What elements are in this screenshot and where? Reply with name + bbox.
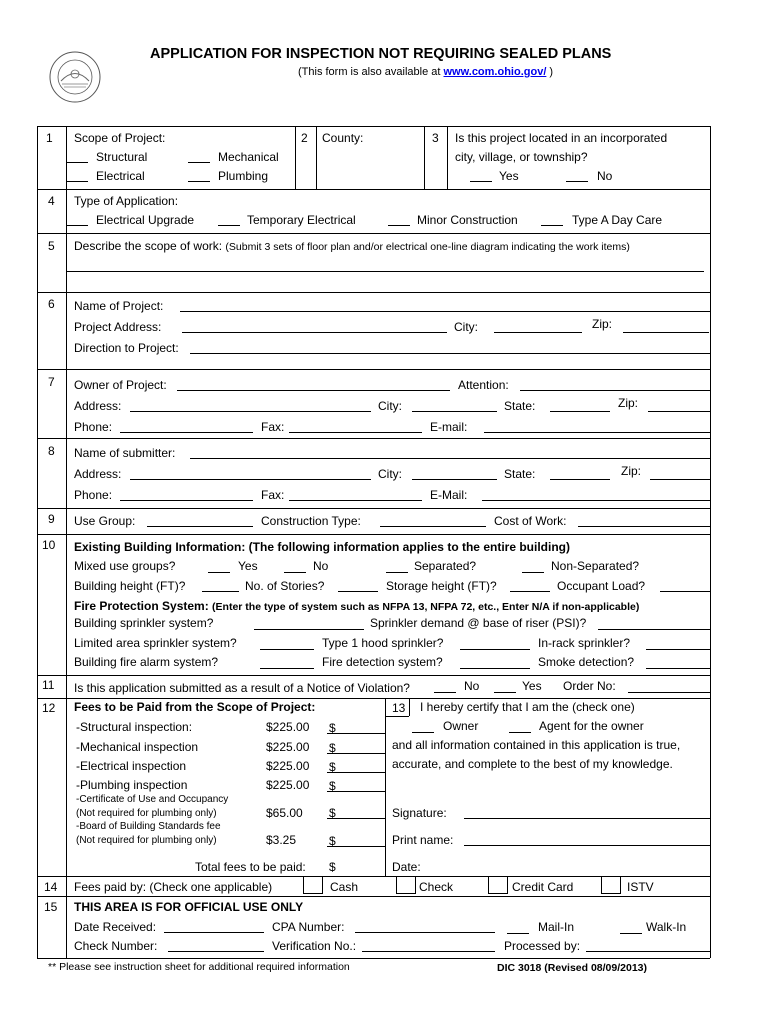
cash-label: Cash <box>330 880 359 894</box>
incorporated-yes-label: Yes <box>499 169 519 183</box>
stories-input[interactable] <box>338 591 378 592</box>
cash-checkbox[interactable] <box>303 876 323 894</box>
processed-by-label: Processed by: <box>504 939 581 953</box>
hood-sprinkler-label: Type 1 hood sprinkler? <box>322 636 444 650</box>
fee-electrical-amount: $225.00 <box>266 759 310 773</box>
section-number-7: 7 <box>48 375 55 389</box>
certify-owner-checkline[interactable] <box>412 732 434 733</box>
fee-structural-amount: $225.00 <box>266 720 310 734</box>
fee-electrical-label: -Electrical inspection <box>76 759 187 773</box>
fee-board-input[interactable] <box>327 846 385 847</box>
violation-yes-checkline[interactable] <box>494 692 516 693</box>
building-height-input[interactable] <box>202 591 239 592</box>
mixed-no-label: No <box>313 559 329 573</box>
fee-plumbing-label: -Plumbing inspection <box>76 778 188 792</box>
certify-agent-label: Agent for the owner <box>539 719 644 733</box>
occupant-load-input[interactable] <box>660 591 710 592</box>
use-group-input[interactable] <box>147 526 253 527</box>
fee-structural-input[interactable] <box>327 733 385 734</box>
mechanical-checkline[interactable] <box>188 150 210 163</box>
submitter-address-label: Address: <box>74 467 122 481</box>
order-no-input[interactable] <box>628 692 710 693</box>
owner-state-label: State: <box>504 399 536 413</box>
mail-in-label: Mail-In <box>538 920 575 934</box>
fee-board-amount: $3.25 <box>266 833 297 847</box>
fee-board-dollar: $ <box>329 834 336 848</box>
fee-certificate-label-1: -Certificate of Use and Occupancy <box>76 794 229 805</box>
direction-input[interactable] <box>190 353 710 354</box>
owner-address-label: Address: <box>74 399 122 413</box>
incorporated-question-1: Is this project located in an incorporated <box>455 131 668 145</box>
istv-label: ISTV <box>627 880 654 894</box>
fee-mechanical-input[interactable] <box>327 753 385 754</box>
occupant-load-label: Occupant Load? <box>557 579 646 593</box>
submitter-fax-label: Fax: <box>261 488 285 502</box>
smoke-detection-label: Smoke detection? <box>538 655 635 669</box>
project-name-input[interactable] <box>180 311 710 312</box>
type-of-application-label: Type of Application: <box>74 194 179 208</box>
mixed-yes-label: Yes <box>238 559 258 573</box>
project-city-label: City: <box>454 320 478 334</box>
fee-electrical-dollar: $ <box>329 760 336 774</box>
hood-sprinkler-input[interactable] <box>460 649 530 650</box>
submitter-name-input[interactable] <box>190 458 710 459</box>
mixed-use-label: Mixed use groups? <box>74 559 176 573</box>
electrical-label: Electrical <box>96 169 145 183</box>
electrical-checkline[interactable] <box>66 169 88 182</box>
section-number-11: 11 <box>42 678 55 692</box>
ohio-seal-logo <box>48 50 102 104</box>
submitter-state-input[interactable] <box>550 479 610 480</box>
section-number-8: 8 <box>48 444 55 458</box>
sprinkler-system-label: Building sprinkler system? <box>74 616 214 630</box>
scope-of-project-label: Scope of Project: <box>74 131 166 145</box>
section-number-12: 12 <box>42 701 56 715</box>
fee-certificate-dollar: $ <box>329 806 336 820</box>
check-checkbox[interactable] <box>396 876 416 894</box>
section-number-10: 10 <box>42 538 56 552</box>
fee-plumbing-input[interactable] <box>327 791 385 792</box>
day-care-label: Type A Day Care <box>572 213 663 227</box>
plumbing-checkline[interactable] <box>188 169 210 182</box>
fee-plumbing-amount: $225.00 <box>266 778 310 792</box>
print-name-label: Print name: <box>392 833 454 847</box>
credit-card-label: Credit Card <box>512 880 574 894</box>
section-number-1: 1 <box>46 131 53 145</box>
owner-address-input[interactable] <box>130 411 371 412</box>
direction-label: Direction to Project: <box>74 341 179 355</box>
verification-input[interactable] <box>362 951 495 952</box>
submitter-city-input[interactable] <box>412 479 497 480</box>
mixed-no-checkline[interactable] <box>284 572 306 573</box>
violation-no-checkline[interactable] <box>434 692 456 693</box>
submitter-email-input[interactable] <box>482 500 710 501</box>
fee-mechanical-dollar: $ <box>329 741 336 755</box>
attention-label: Attention: <box>458 378 509 392</box>
section-number-6: 6 <box>48 297 55 311</box>
temporary-electrical-checkline[interactable] <box>218 213 240 226</box>
building-height-label: Building height (FT)? <box>74 579 186 593</box>
fee-structural-dollar: $ <box>329 721 336 735</box>
section-number-14: 14 <box>44 880 58 894</box>
project-address-input[interactable] <box>182 332 447 333</box>
mechanical-label: Mechanical <box>218 150 279 164</box>
stories-label: No. of Stories? <box>245 579 325 593</box>
fee-mechanical-amount: $225.00 <box>266 740 310 754</box>
walk-in-label: Walk-In <box>646 920 687 934</box>
certify-agent-checkline[interactable] <box>509 732 531 733</box>
non-separated-label: Non-Separated? <box>551 559 640 573</box>
fee-certificate-amount: $65.00 <box>266 806 303 820</box>
fire-detection-input[interactable] <box>460 668 530 669</box>
fees-heading: Fees to be Paid from the Scope of Project: <box>74 700 316 714</box>
fee-electrical-input[interactable] <box>327 772 385 773</box>
cost-of-work-label: Cost of Work: <box>494 514 567 528</box>
fees-paid-by-label: Fees paid by: (Check one applicable) <box>74 880 273 894</box>
certify-text-2: accurate, and complete to the best of my knowledge. <box>392 757 673 771</box>
project-address-label: Project Address: <box>74 320 162 334</box>
website-link[interactable]: www.com.ohio.gov/ <box>443 66 547 78</box>
inrack-sprinkler-input[interactable] <box>646 649 710 650</box>
sprinkler-demand-label: Sprinkler demand @ base of riser (PSI)? <box>370 616 587 630</box>
scope-of-work-input[interactable] <box>66 271 704 272</box>
project-zip-input[interactable] <box>623 332 709 333</box>
signature-input[interactable] <box>464 818 710 819</box>
violation-no-label: No <box>464 679 480 693</box>
owner-city-input[interactable] <box>412 411 497 412</box>
use-group-label: Use Group: <box>74 514 136 528</box>
mail-in-checkline[interactable] <box>507 933 529 934</box>
smoke-detection-input[interactable] <box>646 668 710 669</box>
date-received-input[interactable] <box>164 932 264 933</box>
cost-of-work-input[interactable] <box>578 526 710 527</box>
project-zip-label: Zip: <box>592 317 613 331</box>
certify-label: I hereby certify that I am the (check one) <box>420 700 635 714</box>
submitter-state-label: State: <box>504 467 536 481</box>
owner-city-label: City: <box>378 399 402 413</box>
verification-label: Verification No.: <box>272 939 357 953</box>
cpa-number-label: CPA Number: <box>272 920 345 934</box>
page-subtitle: (This form is also available at www.com.ohio.gov/ ) <box>298 66 554 78</box>
fee-certificate-label-2: (Not required for plumbing only) <box>76 808 217 819</box>
owner-input[interactable] <box>177 390 450 391</box>
submitter-city-label: City: <box>378 467 402 481</box>
construction-type-input[interactable] <box>380 526 486 527</box>
owner-label: Owner of Project: <box>74 378 167 392</box>
fire-detection-label: Fire detection system? <box>322 655 443 669</box>
fire-alarm-input[interactable] <box>260 668 314 669</box>
fee-structural-label: -Structural inspection: <box>76 720 193 734</box>
submitter-zip-input[interactable] <box>650 479 710 480</box>
incorporated-yes-checkline[interactable] <box>470 169 492 182</box>
submitter-phone-label: Phone: <box>74 488 113 502</box>
mixed-yes-checkline[interactable] <box>208 572 230 573</box>
fee-board-label-1: -Board of Building Standards fee <box>76 821 221 832</box>
owner-phone-input[interactable] <box>120 432 253 433</box>
separated-checkline[interactable] <box>386 572 408 573</box>
submitter-email-label: E-Mail: <box>430 488 468 502</box>
submitter-address-input[interactable] <box>130 479 371 480</box>
section-number-9: 9 <box>48 512 55 526</box>
page-title: APPLICATION FOR INSPECTION NOT REQUIRING SEALED PLANS <box>150 46 612 62</box>
incorporated-question-2: city, village, or township? <box>455 150 588 164</box>
section-number-3: 3 <box>432 131 439 145</box>
fire-protection-heading: Fire Protection System: (Enter the type of system such as NFPA 13, NFPA 72, etc., Enter N/A if non-applicable) <box>74 599 640 613</box>
date-label: Date: <box>392 860 421 874</box>
construction-type-label: Construction Type: <box>261 514 361 528</box>
submitter-name-label: Name of submitter: <box>74 446 176 460</box>
fee-board-label-2: (Not required for plumbing only) <box>76 835 217 846</box>
non-separated-checkline[interactable] <box>522 572 544 573</box>
footer-note: ** Please see instruction sheet for additional required information <box>48 961 350 973</box>
fee-mechanical-label: -Mechanical inspection <box>76 740 199 754</box>
existing-building-heading: Existing Building Information: (The following information applies to the entire building) <box>74 540 570 554</box>
minor-construction-checkline[interactable] <box>388 213 410 226</box>
certify-owner-label: Owner <box>443 719 479 733</box>
storage-height-label: Storage height (FT)? <box>386 579 497 593</box>
signature-label: Signature: <box>392 806 447 820</box>
certify-text-1: and all information contained in this application is true, <box>392 738 681 752</box>
limited-sprinkler-label: Limited area sprinkler system? <box>74 636 237 650</box>
owner-phone-label: Phone: <box>74 420 113 434</box>
structural-label: Structural <box>96 150 148 164</box>
order-no-label: Order No: <box>563 679 616 693</box>
submitter-fax-input[interactable] <box>289 500 422 501</box>
credit-card-checkbox[interactable] <box>488 876 508 894</box>
istv-checkbox[interactable] <box>601 876 621 894</box>
check-number-input[interactable] <box>168 951 264 952</box>
sprinkler-system-input[interactable] <box>254 629 364 630</box>
separated-label: Separated? <box>414 559 477 573</box>
project-city-input[interactable] <box>494 332 582 333</box>
check-label: Check <box>419 880 454 894</box>
county-label: County: <box>322 131 364 145</box>
owner-zip-input[interactable] <box>648 411 710 412</box>
fee-plumbing-dollar: $ <box>329 779 336 793</box>
processed-by-input[interactable] <box>586 951 710 952</box>
submitter-phone-input[interactable] <box>120 500 253 501</box>
inrack-sprinkler-label: In-rack sprinkler? <box>538 636 631 650</box>
incorporated-no-checkline[interactable] <box>566 169 588 182</box>
owner-email-input[interactable] <box>484 432 710 433</box>
official-use-heading: THIS AREA IS FOR OFFICIAL USE ONLY <box>74 900 304 914</box>
submitter-zip-label: Zip: <box>621 464 642 478</box>
section-number-4: 4 <box>48 194 55 208</box>
minor-construction-label: Minor Construction <box>417 213 518 227</box>
section-number-13: 13 <box>392 701 406 715</box>
print-name-input[interactable] <box>464 845 710 846</box>
check-number-label: Check Number: <box>74 939 158 953</box>
incorporated-no-label: No <box>597 169 613 183</box>
scope-of-work-label: Describe the scope of work: (Submit 3 sets of floor plan and/or electrical one-line diagram indicating the work items) <box>74 239 630 253</box>
structural-checkline[interactable] <box>66 150 88 163</box>
section-number-2: 2 <box>301 131 308 145</box>
violation-yes-label: Yes <box>522 679 542 693</box>
cpa-number-input[interactable] <box>355 932 495 933</box>
electrical-upgrade-checkline[interactable] <box>66 213 88 226</box>
total-fees-label: Total fees to be paid: <box>195 860 306 874</box>
sprinkler-demand-input[interactable] <box>598 629 710 630</box>
section-number-15: 15 <box>44 900 58 914</box>
date-received-label: Date Received: <box>74 920 157 934</box>
project-name-label: Name of Project: <box>74 299 164 313</box>
violation-question: Is this application submitted as a result of a Notice of Violation? <box>74 681 410 695</box>
owner-fax-input[interactable] <box>289 432 422 433</box>
attention-input[interactable] <box>520 390 710 391</box>
fire-alarm-label: Building fire alarm system? <box>74 655 219 669</box>
plumbing-label: Plumbing <box>218 169 269 183</box>
total-fees-dollar: $ <box>329 860 336 874</box>
day-care-checkline[interactable] <box>541 213 563 226</box>
walk-in-checkline[interactable] <box>620 933 642 934</box>
temporary-electrical-label: Temporary Electrical <box>247 213 356 227</box>
owner-zip-label: Zip: <box>618 396 639 410</box>
owner-fax-label: Fax: <box>261 420 285 434</box>
storage-height-input[interactable] <box>510 591 550 592</box>
fee-certificate-input[interactable] <box>327 818 385 819</box>
electrical-upgrade-label: Electrical Upgrade <box>96 213 195 227</box>
form-number: DIC 3018 (Revised 08/09/2013) <box>497 962 648 974</box>
section-number-5: 5 <box>48 239 55 253</box>
owner-state-input[interactable] <box>550 411 610 412</box>
owner-email-label: E-mail: <box>430 420 468 434</box>
limited-sprinkler-input[interactable] <box>260 649 314 650</box>
